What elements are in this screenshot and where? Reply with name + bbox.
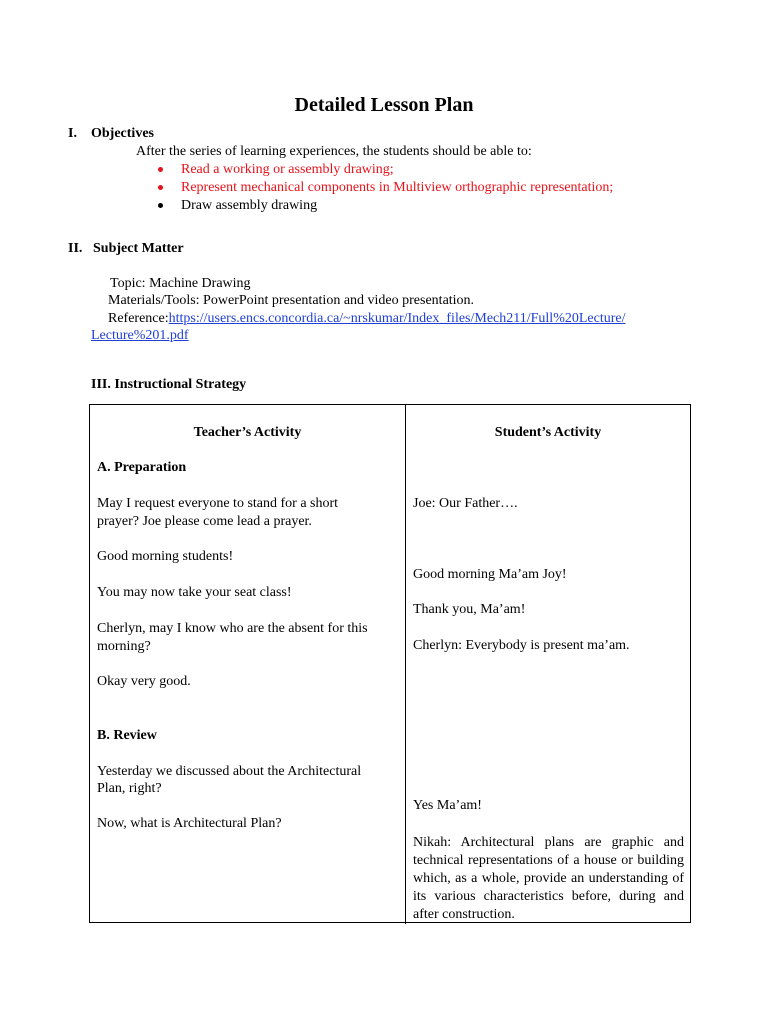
objective-text: Read a working or assembly drawing; (181, 162, 394, 177)
preparation-heading: A. Preparation (97, 460, 187, 475)
teacher-okay: Okay very good. (97, 674, 191, 689)
reference-line (108, 311, 626, 327)
student-answer: Nikah: Architectural plans are graphic and technical representations of a house or building which, as a whole, provide an understanding of its various characteristics before, during and after construction. (413, 835, 684, 922)
teacher-greeting: Good morning students! (97, 549, 234, 564)
document-title: Detailed Lesson Plan (294, 94, 474, 116)
objective-item (158, 179, 613, 197)
objectives-intro: After the series of learning experiences, the students should be able to: (136, 144, 532, 159)
objectives-list (158, 161, 613, 215)
table-column-divider (405, 404, 406, 924)
teacher-prayer-line2: prayer? Joe please come lead a prayer. (97, 514, 312, 529)
teacher-review-line2: Plan, right? (97, 781, 162, 796)
objectives-heading: Objectives (91, 126, 154, 141)
student-yes: Yes Ma’am! (413, 798, 482, 813)
teacher-absent-line2: morning? (97, 639, 151, 654)
reference-link-continued[interactable] (91, 328, 189, 344)
student-greeting: Good morning Ma’am Joy! (413, 567, 567, 582)
subject-matter-heading: Subject Matter (93, 241, 184, 256)
teacher-seat: You may now take your seat class! (97, 585, 292, 600)
review-heading: B. Review (97, 728, 157, 743)
reference-link[interactable]: https://users.encs.concordia.ca/~nrskumar/Index_files/Mech211/Full%20Lecture/ (168, 311, 626, 326)
reference-label: Reference: (108, 311, 169, 326)
teacher-review-line1: Yesterday we discussed about the Architectural (97, 764, 362, 779)
bullet-icon (158, 203, 163, 208)
bullet-icon (158, 185, 163, 190)
subject-matter-numeral: II. (68, 241, 83, 256)
teacher-prayer-line1: May I request everyone to stand for a short (97, 496, 339, 511)
student-thanks: Thank you, Ma’am! (413, 602, 526, 617)
teacher-absent-line1: Cherlyn, may I know who are the absent for this (97, 621, 368, 636)
objective-text: Represent mechanical components in Multiview orthographic representation; (181, 180, 614, 195)
strategy-heading: III. Instructional Strategy (91, 377, 247, 392)
materials-line: Materials/Tools: PowerPoint presentation and video presentation. (108, 293, 475, 308)
teacher-activity-header: Teacher’s Activity (193, 425, 302, 440)
student-activity-header: Student’s Activity (494, 425, 602, 440)
student-prayer: Joe: Our Father…. (413, 496, 518, 511)
topic-line: Topic: Machine Drawing (110, 276, 251, 291)
teacher-question: Now, what is Architectural Plan? (97, 816, 282, 831)
objective-item (158, 197, 613, 215)
bullet-icon (158, 167, 163, 172)
objectives-numeral: I. (68, 126, 77, 141)
reference-link-part2[interactable]: Lecture%201.pdf (91, 328, 189, 343)
objective-item (158, 161, 613, 179)
objective-text: Draw assembly drawing (181, 198, 318, 213)
student-present: Cherlyn: Everybody is present ma’am. (413, 638, 630, 653)
